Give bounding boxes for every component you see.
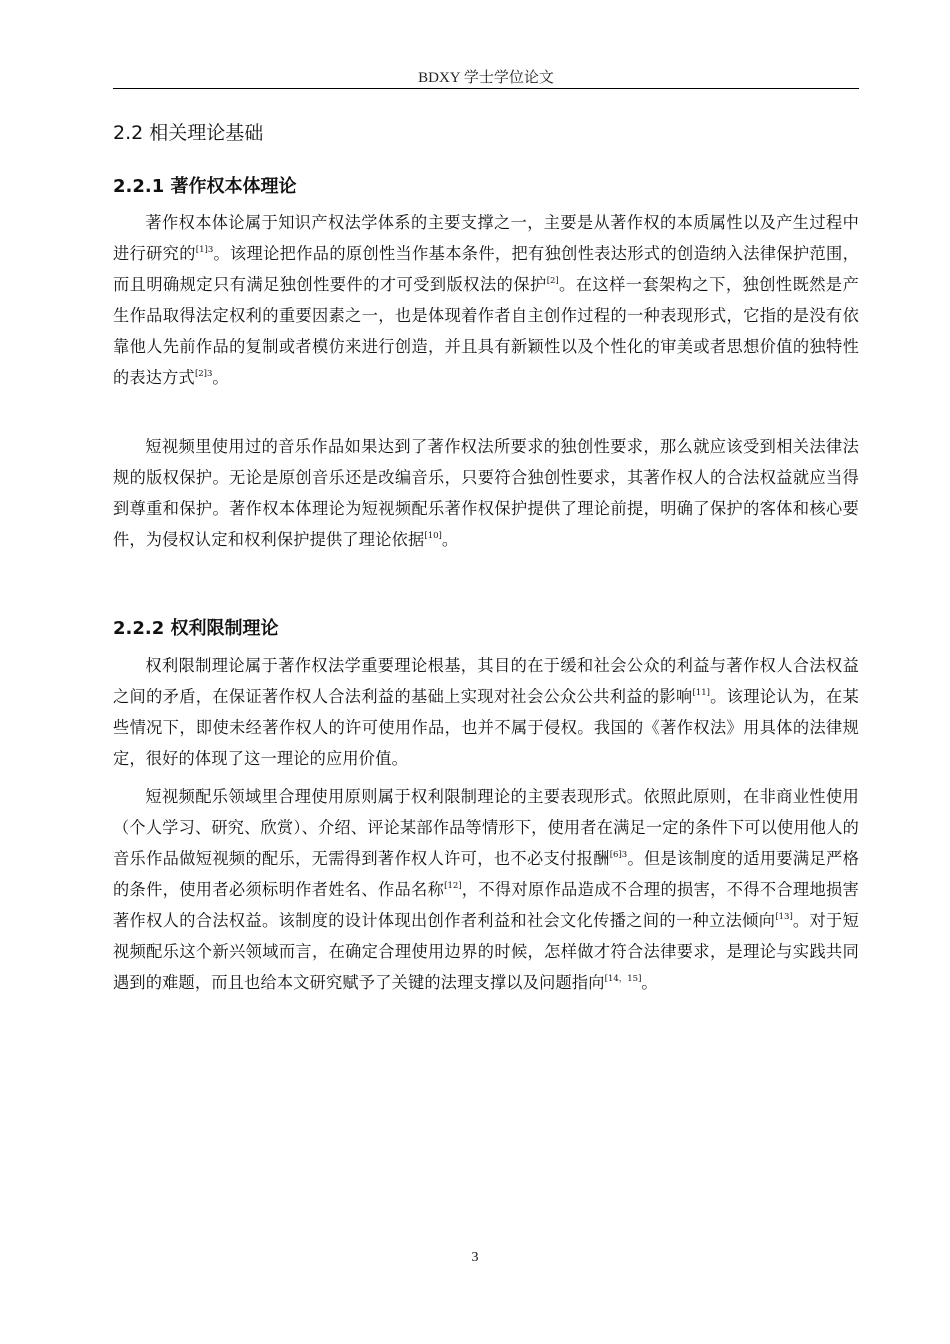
section-title: 相关理论基础 bbox=[149, 122, 264, 144]
paragraph-text: 著作权本体论属于知识产权法学体系的主要支撑之一，主要是从著作权的本质属性以及产生过程中进行研究的 bbox=[113, 213, 859, 263]
subsection-number: 2.2.2 bbox=[113, 618, 165, 639]
citation: [12] bbox=[444, 881, 462, 891]
paragraph-text: 权利限制理论属于著作权法学重要理论根基，其目的在于缓和社会公众的利益与著作权人合法权益之间的矛盾，在保证著作权人合法利益的基础上实现对社会公众公共利益的影响 bbox=[113, 656, 859, 706]
running-header: BDXY 学士学位论文 bbox=[418, 70, 554, 86]
subsection-number: 2.2.1 bbox=[113, 176, 165, 197]
citation: [13] bbox=[775, 912, 793, 922]
subsection-heading-1 bbox=[113, 172, 297, 198]
paragraph bbox=[113, 650, 859, 774]
paragraph-text: 。在这样一套架构之下，独创性既然是产生作品取得法定权利的重要因素之一，也是体现着作者自主创作过程的一种表现形式，它指的是没有依靠他人先前作品的复制或者模仿来进行创造，并且具有新颖性以及个性化的审美或者思想价值的独特性的表达方式 bbox=[113, 275, 859, 387]
subsection-title: 权利限制理论 bbox=[170, 618, 279, 639]
paragraph-text: 。该理论把作品的原创性当作基本条件，把有独创性表达形式的创造纳入法律保护范围，而且明确规定只有满足独创性要件的才可受到版权法的保护 bbox=[113, 244, 860, 294]
paragraph-text: 。该理论认为，在某些情况下，即使未经著作权人的许可使用作品，也并不属于侵权。我国的《著作权法》用具体的法律规定，很好的体现了这一理论的应用价值。 bbox=[113, 687, 859, 768]
paragraph-text: 。 bbox=[441, 530, 459, 549]
section-number: 2.2 bbox=[113, 122, 144, 144]
paragraph-text: 。对于短视频配乐这个新兴领域而言，在确定合理使用边界的时候，怎样做才符合法律要求，是理论与实践共同遇到的难题，而且也给本文研究赋予了关键的法理支撑以及问题指向 bbox=[113, 911, 859, 992]
paragraph-text: 。 bbox=[212, 368, 229, 387]
page-number: 3 bbox=[471, 1250, 479, 1265]
paragraph bbox=[113, 431, 859, 555]
citation: [11] bbox=[692, 688, 710, 698]
header-rule bbox=[113, 88, 859, 89]
subsection-heading-2 bbox=[113, 614, 279, 640]
paragraph-text: 。但是该制度的适用要满足严格的条件，使用者必须标明作者姓名、作品名称 bbox=[113, 849, 859, 899]
paragraph-text: 短视频配乐领域里合理使用原则属于权利限制理论的主要表现形式。依照此原则，在非商业性使用（个人学习、研究、欣赏）、介绍、评论某部作品等情形下，使用者在满足一定的条件下可以使用他人的音乐作品做短视频的配乐，无需得到著作权人许可，也不必支付报酬 bbox=[113, 787, 859, 868]
citation: [2]3 bbox=[194, 369, 213, 379]
paragraph-text: ，不得对原作品造成不合理的损害，不得不合理地损害著作权人的合法权益。该制度的设计体现出创作者利益和社会文化传播之间的一种立法倾向 bbox=[113, 880, 859, 930]
paragraph bbox=[113, 207, 859, 393]
citation: [1]3 bbox=[195, 245, 214, 255]
citation: [2] bbox=[546, 276, 559, 286]
citation: [6]3 bbox=[609, 850, 628, 860]
citation: [10] bbox=[424, 531, 442, 541]
paragraph bbox=[113, 781, 859, 998]
subsection-title: 著作权本体理论 bbox=[170, 176, 297, 197]
paragraph-text: 短视频里使用过的音乐作品如果达到了著作权法所要求的独创性要求，那么就应该受到相关法律法规的版权保护。无论是原创音乐还是改编音乐，只要符合独创性要求，其著作权人的合法权益就应当得到尊重和保护。著作权本体理论为短视频配乐著作权保护提供了理论前提，明确了保护的客体和核心要件，为侵权认定和权利保护提供了理论依据 bbox=[113, 437, 859, 549]
paragraph-text: 。 bbox=[641, 973, 658, 992]
section-heading bbox=[113, 118, 263, 145]
citation: [14，15] bbox=[604, 974, 642, 984]
